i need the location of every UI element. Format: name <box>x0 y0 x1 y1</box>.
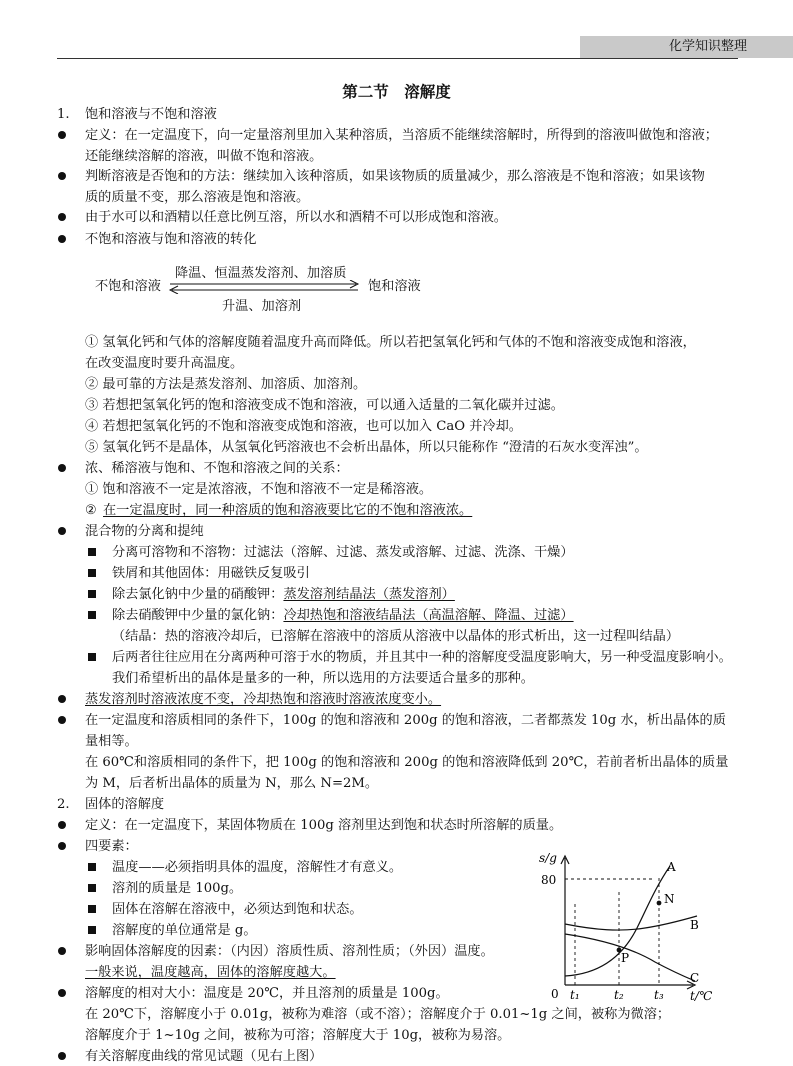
section-heading: 饱和溶液与不饱和溶液 <box>85 107 217 122</box>
bullet <box>58 213 66 221</box>
t2-label: t₂ <box>614 988 624 1002</box>
y-axis-label: s/g <box>539 851 557 865</box>
convert-heading: 不饱和溶液与饱和溶液的转化 <box>85 232 257 247</box>
diagram-right-label: 饱和溶液 <box>368 279 421 294</box>
relative-size-line: 溶解度介于 1~10g 之间，被称为可溶；溶解度大于 10g，被称为易溶。 <box>85 1028 511 1043</box>
y80-label: 80 <box>541 873 557 887</box>
element-4: 溶解度的单位通常是 g。 <box>112 923 257 938</box>
bullet <box>58 716 66 724</box>
diagram-left-label: 不饱和溶液 <box>95 279 161 294</box>
definition-line: 定义：在一定温度下，向一定量溶剂里加入某种溶质，当溶质不能继续溶解时，所得到的溶液叫做饱和溶液； <box>85 128 718 143</box>
solubility-definition: 定义：在一定温度下，某固体物质在 100g 溶剂里达到饱和状态时所溶解的质量。 <box>85 818 563 833</box>
point-n <box>657 901 662 906</box>
label-a: A <box>667 860 676 874</box>
t3-label: t₃ <box>654 988 664 1002</box>
mixture-method-2: 铁屑和其他固体：用磁铁反复吸引 <box>112 566 310 581</box>
water-line: 由于水可以和酒精以任意比例互溶，所以水和酒精不可以形成饱和溶液。 <box>85 210 507 225</box>
header-tab <box>580 36 793 58</box>
question-1: 量相等。 <box>85 734 138 749</box>
x-axis-label: t/℃ <box>690 989 713 1003</box>
relation-2-number: ② <box>85 503 97 518</box>
diagram-bottom-label: 升温、加溶剂 <box>222 299 302 314</box>
method-4-answer: 冷却热饱和溶液结晶法（高温溶解、降温、过滤） <box>283 608 574 623</box>
common-questions-line: 有关溶解度曲线的常见试题（见右上图） <box>85 1049 323 1064</box>
bullet <box>58 172 66 180</box>
mixture-heading: 混合物的分离和提纯 <box>85 524 204 539</box>
square-bullet <box>88 653 96 661</box>
square-bullet <box>88 569 96 577</box>
t1-label: t₁ <box>570 988 580 1002</box>
conversion-note-1: ① 氢氧化钙和气体的溶解度随着温度升高而降低。所以若把氢氧化钙和气体的不饱和溶液变成饱和溶液， <box>85 335 696 350</box>
method-3-answer: 蒸发溶剂结晶法（蒸发溶剂） <box>283 587 455 602</box>
bullet <box>58 527 66 535</box>
conversion-note-5: ⑤ 氢氧化钙不是晶体，从氢氧化钙溶液也不会析出晶体，所以只能称作 “澄清的石灰水变浑浊”。 <box>85 440 648 455</box>
relation-2-text: 在一定温度时，同一种溶质的饱和溶液要比它的不饱和溶液浓。 <box>103 503 473 518</box>
method-3-label: 除去氯化钠中少量的硝酸钾： <box>112 587 284 602</box>
bullet <box>58 989 66 997</box>
element-3: 固体在溶解在溶液中，必须达到饱和状态。 <box>112 902 363 917</box>
diagram-top-label: 降温、恒温蒸发溶剂、加溶质 <box>175 266 347 281</box>
curve-a <box>565 866 670 976</box>
section-number: 1. <box>57 107 70 122</box>
bullet <box>58 464 66 472</box>
element-2: 溶剂的质量是 100g。 <box>112 881 243 896</box>
mixture-method-4 <box>112 606 574 625</box>
relation-heading: 浓、稀溶液与饱和、不饱和溶液之间的关系： <box>85 461 349 476</box>
relation-2 <box>103 501 472 520</box>
bullet <box>58 131 66 139</box>
mixture-method-5: 我们希望析出的晶体是量多的一种，所以选用的方法要适合量多的那种。 <box>112 671 534 686</box>
relation-1: ① 饱和溶液不一定是浓溶液，不饱和溶液不一定是稀溶液。 <box>85 482 433 497</box>
section-number: 2. <box>57 797 70 812</box>
bullet <box>58 947 66 955</box>
relative-size-line: 在 20℃下，溶解度小于 0.01g，被称为难溶（或不溶）；溶解度介于 0.01~1g 之间，被称为微溶； <box>85 1007 671 1022</box>
conversion-note-2: ② 最可靠的方法是蒸发溶剂、加溶质、加溶剂。 <box>85 377 367 392</box>
crystallization-note: （结晶：热的溶液冷却后，已溶解在溶液中的溶质从溶液中以晶体的形式析出，这一过程叫结晶） <box>112 629 680 644</box>
mixture-method-3 <box>112 585 455 604</box>
header-rule <box>57 58 738 59</box>
mixture-method-1: 分离可溶物和不溶物：过滤法（溶解、过滤、蒸发或溶解、过滤、洗涤、干燥） <box>112 545 574 560</box>
question-2: 在 60℃和溶质相同的条件下，把 100g 的饱和溶液和 200g 的饱和溶液降低到 20℃，若前者析出晶体的质量 <box>85 755 729 770</box>
square-bullet <box>88 590 96 598</box>
bullet <box>58 842 66 850</box>
evaporation-line <box>85 690 441 709</box>
section-heading: 固体的溶解度 <box>85 797 165 812</box>
square-bullet <box>88 611 96 619</box>
four-elements-heading: 四要素： <box>85 839 138 854</box>
solubility-curve-diagram <box>525 848 725 1008</box>
bullet <box>58 695 66 703</box>
element-1: 温度——必须指明具体的温度，溶解性才有意义。 <box>112 860 403 875</box>
conversion-note-3: ③ 若想把氢氧化钙的饱和溶液变成不饱和溶液，可以通入适量的二氧化碳并过滤。 <box>85 398 564 413</box>
label-c: C <box>690 971 700 985</box>
conversion-note-1: 在改变温度时要升高温度。 <box>85 356 244 371</box>
label-b: B <box>690 918 699 932</box>
page-title: 第二节 溶解度 <box>342 82 451 101</box>
mixture-method-5: 后两者往往应用在分离两种可溶于水的物质，并且其中一种的溶解度受温度影响大，另一种受温度影响小。 <box>112 650 732 665</box>
general-text: 一般来说，温度越高，固体的溶解度越大。 <box>85 965 336 980</box>
definition-line: 还能继续溶解的溶液，叫做不饱和溶液。 <box>85 149 323 164</box>
method-4-label: 除去硝酸钾中少量的氯化钠： <box>112 608 284 623</box>
origin-label: 0 <box>551 987 559 1001</box>
label-n: N <box>664 892 675 906</box>
question-2: 为 M，后者析出晶体的质量为 N，那么 N=2M。 <box>85 776 379 791</box>
judge-line: 质的质量不变，那么溶液是饱和溶液。 <box>85 190 310 205</box>
bullet <box>58 821 66 829</box>
square-bullet <box>88 884 96 892</box>
factor-line: 影响固体溶解度的因素：（内因）溶质性质、溶剂性质；（外因）温度。 <box>85 944 494 959</box>
evaporation-text: 蒸发溶剂时溶液浓度不变，冷却热饱和溶液时溶液浓度变小。 <box>85 692 442 707</box>
square-bullet <box>88 905 96 913</box>
curve-b <box>565 916 697 930</box>
bullet <box>58 1052 66 1060</box>
label-p: P <box>621 951 630 965</box>
conversion-arrows <box>168 280 362 294</box>
square-bullet <box>88 863 96 871</box>
question-1: 在一定温度和溶质相同的条件下，100g 的饱和溶液和 200g 的饱和溶液，二者都蒸发 10g 水，析出晶体的质 <box>85 713 726 728</box>
square-bullet <box>88 926 96 934</box>
judge-line: 判断溶液是否饱和的方法：继续加入该种溶质，如果该物质的质量减少，那么溶液是不饱和溶液；如果该物 <box>85 169 705 184</box>
bullet <box>58 235 66 243</box>
conversion-note-4: ④ 若想把氢氧化钙的不饱和溶液变成饱和溶液，也可以加入 CaO 并冷却。 <box>85 419 522 434</box>
header-label: 化学知识整理 <box>668 39 747 54</box>
relative-size-line: 溶解度的相对大小：温度是 20℃，并且溶剂的质量是 100g。 <box>85 986 449 1001</box>
square-bullet <box>88 548 96 556</box>
general-line <box>85 963 336 982</box>
